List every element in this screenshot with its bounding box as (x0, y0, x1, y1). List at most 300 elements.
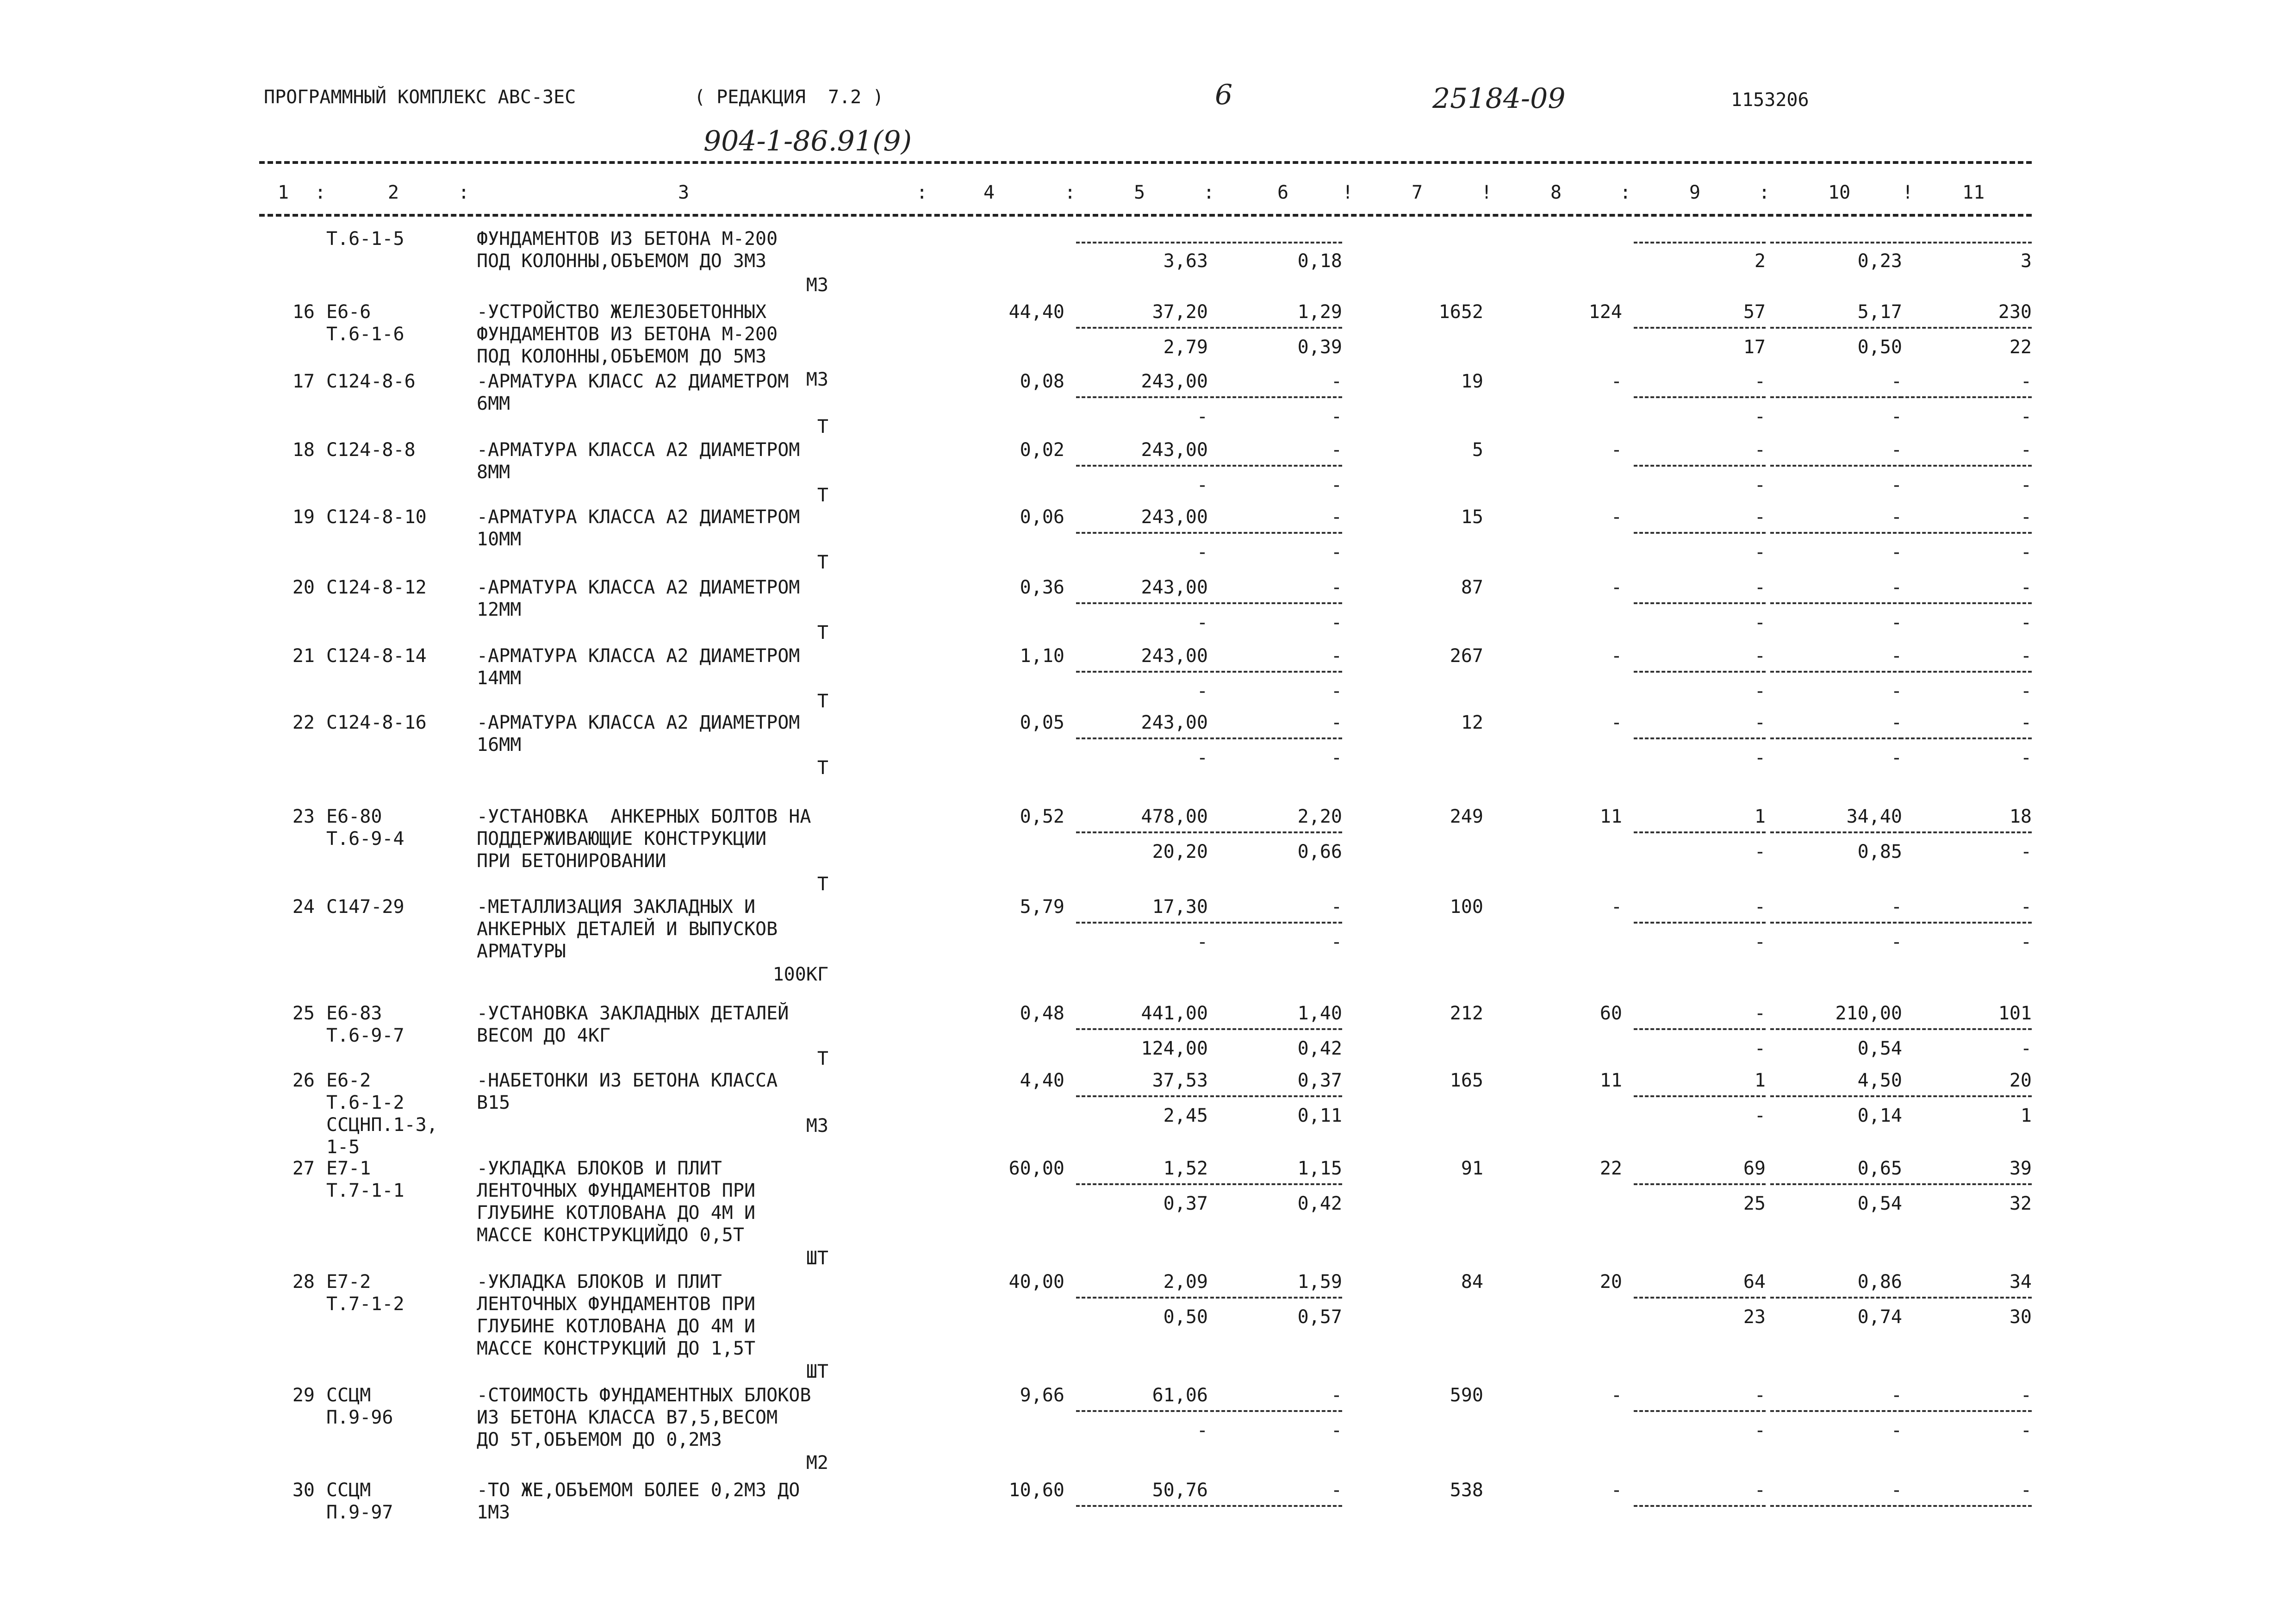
cell-c6: - (1331, 1385, 1342, 1406)
col-head-1: 1 (278, 182, 289, 203)
cell-c6b: 0,39 (1297, 337, 1342, 358)
cell-c9: - (1754, 371, 1766, 392)
cell-c5: 50,76 (1152, 1480, 1208, 1501)
col-sep: ! (1342, 182, 1354, 203)
cell-c9: - (1754, 896, 1766, 918)
cell-divider (1210, 1505, 1342, 1507)
cell-divider (1076, 242, 1208, 244)
cell-divider (1634, 602, 1766, 604)
cell-c10: - (1891, 577, 1902, 598)
cell-col11-sub: 3 (2020, 250, 2032, 272)
cell-c5b: - (1196, 1420, 1208, 1441)
cell-c10: - (1891, 506, 1902, 528)
cell-c11: 34 (2009, 1271, 2032, 1293)
cell-divider (1900, 1297, 2032, 1299)
cell-c9: - (1754, 506, 1766, 528)
cell-c10: 0,86 (1857, 1271, 1902, 1293)
cell-divider (1634, 396, 1766, 398)
cell-c10: 0,65 (1857, 1158, 1902, 1179)
cell-divider (1770, 465, 1902, 467)
cell-c4: 0,08 (1020, 371, 1064, 392)
document-code: 25184-09 (1432, 82, 1566, 115)
cell-c6: - (1331, 506, 1342, 528)
cell-col10-sub: 0,23 (1857, 250, 1902, 272)
cell-c11b: - (2020, 612, 2032, 633)
cell-c7: 212 (1450, 1003, 1483, 1024)
cell-divider (1634, 1297, 1766, 1299)
cell-c11b: - (2020, 1420, 2032, 1441)
item-description: 14ММ (477, 668, 522, 689)
cell-c8: - (1611, 645, 1622, 667)
cell-c4: 10,60 (1008, 1480, 1064, 1501)
cell-c4: 1,10 (1020, 645, 1064, 667)
cell-c6b: - (1331, 747, 1342, 768)
item-description: ПОД КОЛОННЫ,ОБЪЕМОМ ДО 3М3 (477, 250, 767, 272)
item-code: Т.6-1-6 (326, 324, 404, 345)
cell-c6b: 0,57 (1297, 1306, 1342, 1328)
cell-c10b: - (1891, 1420, 1902, 1441)
col-sep: ! (1902, 182, 1914, 203)
cell-c4: 40,00 (1008, 1271, 1064, 1293)
cell-c5b: 124,00 (1141, 1038, 1208, 1059)
item-code: Е6-2 (326, 1070, 371, 1091)
cell-c7: 100 (1450, 896, 1483, 918)
cell-c11b: - (2020, 406, 2032, 427)
cell-c10b: 0,50 (1857, 337, 1902, 358)
cell-c10: 34,40 (1846, 806, 1902, 827)
col-head-8: 8 (1550, 182, 1562, 203)
item-description: -НАБЕТОНКИ ИЗ БЕТОНА КЛАССА (477, 1070, 778, 1091)
cell-c9b: - (1754, 612, 1766, 633)
cell-c4: 0,05 (1020, 712, 1064, 733)
cell-c10: - (1891, 645, 1902, 667)
item-description: ВЕСОМ ДО 4КГ (477, 1025, 610, 1046)
item-description: -УСТАНОВКА АНКЕРНЫХ БОЛТОВ НА (477, 806, 811, 827)
col-head-9: 9 (1689, 182, 1701, 203)
cell-c5: 441,00 (1141, 1003, 1208, 1024)
cell-divider (1210, 1095, 1342, 1097)
col-sep: : (458, 182, 470, 203)
cell-c7: 87 (1461, 577, 1483, 598)
item-description: 12ММ (477, 599, 522, 620)
col-head-4: 4 (983, 182, 995, 203)
cell-c11b: - (2020, 542, 2032, 563)
row-number: 17 (292, 371, 315, 392)
cell-divider (1900, 1505, 2032, 1507)
cell-divider (1900, 465, 2032, 467)
item-description: -АРМАТУРА КЛАСС А2 ДИАМЕТРОМ (477, 371, 789, 392)
cell-c9b: - (1754, 931, 1766, 953)
item-description: -УСТРОЙСТВО ЖЕЛЕЗОБЕТОННЫХ (477, 301, 767, 323)
cell-divider (1210, 1028, 1342, 1030)
cell-c11b: 22 (2009, 337, 2032, 358)
cell-c5: 478,00 (1141, 806, 1208, 827)
cell-c9b: 25 (1743, 1193, 1766, 1214)
row-number: 24 (292, 896, 315, 918)
cell-c11: 20 (2009, 1070, 2032, 1091)
col-head-6: 6 (1277, 182, 1289, 203)
item-code: Т.6-1-5 (326, 228, 404, 250)
col-head-3: 3 (678, 182, 690, 203)
item-unit: Т (817, 485, 828, 506)
cell-c7: 12 (1461, 712, 1483, 733)
cell-c11: 39 (2009, 1158, 2032, 1179)
col-sep: : (916, 182, 928, 203)
cell-c11: - (2020, 712, 2032, 733)
cell-c5: 243,00 (1141, 712, 1208, 733)
item-description: 10ММ (477, 529, 522, 550)
row-number: 16 (292, 301, 315, 323)
cell-c11b: - (2020, 475, 2032, 496)
cell-c4: 60,00 (1008, 1158, 1064, 1179)
item-description: ФУНДАМЕНТОВ ИЗ БЕТОНА М-200 (477, 324, 778, 345)
item-code: Т.6-9-4 (326, 828, 404, 849)
cell-c9b: - (1754, 542, 1766, 563)
cell-col6-sub: 0,18 (1297, 250, 1342, 272)
cell-divider (1634, 922, 1766, 924)
cell-divider (1770, 831, 1902, 833)
cell-divider (1076, 1095, 1208, 1097)
cell-c10b: 0,54 (1857, 1038, 1902, 1059)
item-code: Т.7-1-1 (326, 1180, 404, 1201)
cell-c9b: - (1754, 1105, 1766, 1126)
row-number: 22 (292, 712, 315, 733)
cell-divider (1634, 327, 1766, 329)
cell-c9b: - (1754, 841, 1766, 862)
cell-c6: - (1331, 1480, 1342, 1501)
cell-c10: - (1891, 896, 1902, 918)
item-description: 1М3 (477, 1502, 510, 1523)
cell-divider (1634, 1505, 1766, 1507)
cell-c9b: 23 (1743, 1306, 1766, 1328)
item-code: С124-8-16 (326, 712, 427, 733)
item-code: ССЦМ (326, 1480, 371, 1501)
cell-divider (1900, 1183, 2032, 1185)
cell-divider (1770, 737, 1902, 739)
cell-c9: - (1754, 1480, 1766, 1501)
row-number: 25 (292, 1003, 315, 1024)
cell-c8: - (1611, 439, 1622, 461)
item-unit: М3 (806, 369, 828, 390)
cell-c10: 4,50 (1857, 1070, 1902, 1091)
cell-c5b: 0,50 (1163, 1306, 1208, 1328)
cell-divider (1634, 831, 1766, 833)
cell-c6: 1,40 (1297, 1003, 1342, 1024)
cell-divider (1634, 1183, 1766, 1185)
cell-divider (1076, 922, 1208, 924)
item-description: -АРМАТУРА КЛАССА А2 ДИАМЕТРОМ (477, 577, 800, 598)
cell-c6: 1,29 (1297, 301, 1342, 323)
cell-c10: - (1891, 439, 1902, 461)
cell-divider (1900, 922, 2032, 924)
item-description: АРМАТУРЫ (477, 941, 566, 962)
row-number: 23 (292, 806, 315, 827)
cell-c5b: - (1196, 681, 1208, 702)
cell-divider (1770, 327, 1902, 329)
cell-c11: - (2020, 371, 2032, 392)
cell-c6b: 0,11 (1297, 1105, 1342, 1126)
item-description: ГЛУБИНЕ КОТЛОВАНА ДО 4М И (477, 1202, 756, 1224)
cell-c9: 57 (1743, 301, 1766, 323)
cell-c11: - (2020, 1480, 2032, 1501)
cell-c8: - (1611, 1480, 1622, 1501)
row-number: 26 (292, 1070, 315, 1091)
item-description: ГЛУБИНЕ КОТЛОВАНА ДО 4М И (477, 1316, 756, 1337)
cell-c10b: - (1891, 931, 1902, 953)
cell-c9: 1 (1754, 1070, 1766, 1091)
item-description: ИЗ БЕТОНА КЛАССА В7,5,ВЕСОМ (477, 1407, 778, 1428)
cell-c6b: 0,42 (1297, 1038, 1342, 1059)
item-description: 16ММ (477, 734, 522, 756)
cell-divider (1770, 396, 1902, 398)
item-unit: М3 (806, 1115, 828, 1137)
cell-divider (1210, 1297, 1342, 1299)
cell-c7: 538 (1450, 1480, 1483, 1501)
item-description: -АРМАТУРА КЛАССА А2 ДИАМЕТРОМ (477, 439, 800, 461)
cell-c5: 243,00 (1141, 577, 1208, 598)
cell-c9: 69 (1743, 1158, 1766, 1179)
cell-c4: 5,79 (1020, 896, 1064, 918)
item-unit: Т (817, 622, 828, 643)
item-unit: Т (817, 552, 828, 573)
row-number: 18 (292, 439, 315, 461)
item-code: ССЦМ (326, 1385, 371, 1406)
cell-c5b: - (1196, 747, 1208, 768)
cell-divider (1076, 1028, 1208, 1030)
cell-c5: 243,00 (1141, 439, 1208, 461)
item-description: ДО 5Т,ОБЪЕМОМ ДО 0,2М3 (477, 1429, 722, 1450)
cell-divider (1210, 465, 1342, 467)
cell-c8: - (1611, 896, 1622, 918)
cell-divider (1770, 671, 1902, 673)
item-code: Т.6-9-7 (326, 1025, 404, 1046)
cell-divider (1076, 831, 1208, 833)
cell-c9b: - (1754, 747, 1766, 768)
cell-c4: 4,40 (1020, 1070, 1064, 1091)
edition-label: ( РЕДАКЦИЯ 7.2 ) (694, 87, 884, 108)
cell-c10b: - (1891, 612, 1902, 633)
cell-c4: 0,52 (1020, 806, 1064, 827)
cell-c11b: 30 (2009, 1306, 2032, 1328)
item-description: ЛЕНТОЧНЫХ ФУНДАМЕНТОВ ПРИ (477, 1293, 756, 1315)
cell-divider (1634, 1095, 1766, 1097)
item-code: ССЦНП.1-3, (326, 1114, 438, 1136)
cell-divider (1210, 396, 1342, 398)
item-description: -АРМАТУРА КЛАССА А2 ДИАМЕТРОМ (477, 506, 800, 528)
cell-c5b: - (1196, 612, 1208, 633)
cell-divider (1770, 922, 1902, 924)
item-code: Т.6-1-2 (326, 1092, 404, 1113)
col-head-11: 11 (1962, 182, 1985, 203)
cell-c7: 165 (1450, 1070, 1483, 1091)
cell-c8: 124 (1588, 301, 1622, 323)
cell-col5-sub: 3,63 (1163, 250, 1208, 272)
cell-c10: - (1891, 371, 1902, 392)
item-code: С124-8-8 (326, 439, 416, 461)
cell-c8: - (1611, 506, 1622, 528)
item-description: 8ММ (477, 462, 510, 483)
item-description: -МЕТАЛЛИЗАЦИЯ ЗАКЛАДНЫХ И (477, 896, 756, 918)
program-name: ПРОГРАММНЫЙ КОМПЛЕКС АВС-3ЕС (264, 87, 576, 108)
cell-c6: - (1331, 371, 1342, 392)
cell-divider (1634, 242, 1766, 244)
col-head-7: 7 (1412, 182, 1423, 203)
cell-c5b: - (1196, 475, 1208, 496)
cell-c6: 1,15 (1297, 1158, 1342, 1179)
cell-c11: - (2020, 506, 2032, 528)
cell-divider (1210, 671, 1342, 673)
cell-c10: - (1891, 712, 1902, 733)
cell-c10b: - (1891, 406, 1902, 427)
cell-divider (1770, 242, 1902, 244)
item-description: ЛЕНТОЧНЫХ ФУНДАМЕНТОВ ПРИ (477, 1180, 756, 1201)
cell-c10b: - (1891, 681, 1902, 702)
cell-divider (1210, 922, 1342, 924)
cell-c9: - (1754, 645, 1766, 667)
row-number: 29 (292, 1385, 315, 1406)
cell-c7: 5 (1472, 439, 1483, 461)
cell-divider (1900, 1410, 2032, 1412)
item-description: МАССЕ КОНСТРУКЦИЙДО 0,5Т (477, 1224, 744, 1246)
cell-c11b: - (2020, 931, 2032, 953)
cell-c6: 2,20 (1297, 806, 1342, 827)
cell-c9: - (1754, 1003, 1766, 1024)
cell-c10b: 0,85 (1857, 841, 1902, 862)
cell-divider (1076, 465, 1208, 467)
cell-c5b: - (1196, 542, 1208, 563)
cell-divider (1770, 1297, 1902, 1299)
cell-c6: 0,37 (1297, 1070, 1342, 1091)
row-number: 21 (292, 645, 315, 667)
cell-c8: 20 (1599, 1271, 1622, 1293)
cell-c5: 17,30 (1152, 896, 1208, 918)
cell-c6b: - (1331, 406, 1342, 427)
cell-divider (1900, 737, 2032, 739)
cell-divider (1210, 1410, 1342, 1412)
cell-c6b: 0,42 (1297, 1193, 1342, 1214)
cell-c4: 44,40 (1008, 301, 1064, 323)
cell-c10b: - (1891, 747, 1902, 768)
cell-divider (1076, 1410, 1208, 1412)
cell-divider (1210, 532, 1342, 534)
cell-c4: 0,48 (1020, 1003, 1064, 1024)
cell-c5: 243,00 (1141, 371, 1208, 392)
cell-c8: 11 (1599, 806, 1622, 827)
cell-divider (1770, 1410, 1902, 1412)
item-description: -УСТАНОВКА ЗАКЛАДНЫХ ДЕТАЛЕЙ (477, 1003, 789, 1024)
cell-c6b: - (1331, 542, 1342, 563)
cell-divider (1770, 1095, 1902, 1097)
item-unit: ШТ (806, 1361, 828, 1382)
item-code: Е7-2 (326, 1271, 371, 1293)
cell-divider (1900, 831, 2032, 833)
item-description: ПРИ БЕТОНИРОВАНИИ (477, 850, 666, 872)
cell-c5b: - (1196, 406, 1208, 427)
cell-c11: - (2020, 645, 2032, 667)
cell-c11: 101 (1998, 1003, 2032, 1024)
cell-c4: 9,66 (1020, 1385, 1064, 1406)
cell-c11: - (2020, 439, 2032, 461)
item-code: С124-8-6 (326, 371, 416, 392)
cell-divider (1900, 602, 2032, 604)
col-sep: : (1759, 182, 1770, 203)
cell-c6: - (1331, 439, 1342, 461)
cell-divider (1076, 737, 1208, 739)
cell-c9b: - (1754, 475, 1766, 496)
cell-c5: 2,09 (1163, 1271, 1208, 1293)
item-code: 1-5 (326, 1137, 360, 1158)
item-code: Е6-80 (326, 806, 382, 827)
cell-divider (1210, 602, 1342, 604)
cell-c9: 1 (1754, 806, 1766, 827)
project-code: 904-1-86.91(9) (703, 125, 912, 157)
item-code: С124-8-12 (326, 577, 427, 598)
cell-divider (1634, 737, 1766, 739)
cell-c11b: - (2020, 841, 2032, 862)
cell-c5b: - (1196, 931, 1208, 953)
cell-c11: 230 (1998, 301, 2032, 323)
document-number: 1153206 (1731, 89, 1809, 111)
cell-divider (1900, 1028, 2032, 1030)
item-description: ПОДДЕРЖИВАЮЩИЕ КОНСТРУКЦИИ (477, 828, 767, 849)
cell-c9: - (1754, 577, 1766, 598)
cell-c11b: - (2020, 747, 2032, 768)
cell-c9b: - (1754, 406, 1766, 427)
cell-c11: - (2020, 1385, 2032, 1406)
item-code: С124-8-10 (326, 506, 427, 528)
cell-c10: - (1891, 1480, 1902, 1501)
cell-c9b: 17 (1743, 337, 1766, 358)
cell-c6: - (1331, 645, 1342, 667)
cell-c7: 1652 (1438, 301, 1483, 323)
cell-c11b: - (2020, 1038, 2032, 1059)
cell-c10: 5,17 (1857, 301, 1902, 323)
item-code: Е6-6 (326, 301, 371, 323)
cell-c6b: - (1331, 1420, 1342, 1441)
cell-c9b: - (1754, 681, 1766, 702)
cell-c11: 18 (2009, 806, 2032, 827)
item-description: -СТОИМОСТЬ ФУНДАМЕНТНЫХ БЛОКОВ (477, 1385, 811, 1406)
cell-c7: 91 (1461, 1158, 1483, 1179)
cell-c7: 267 (1450, 645, 1483, 667)
col-sep: : (1064, 182, 1076, 203)
cell-c10b: 0,14 (1857, 1105, 1902, 1126)
item-unit: Т (817, 416, 828, 437)
row-number: 20 (292, 577, 315, 598)
cell-divider (1634, 532, 1766, 534)
cell-c5: 243,00 (1141, 506, 1208, 528)
cell-c10: - (1891, 1385, 1902, 1406)
cell-c10b: 0,54 (1857, 1193, 1902, 1214)
cell-c11b: 1 (2020, 1105, 2032, 1126)
cell-divider (1900, 327, 2032, 329)
cell-c6b: - (1331, 681, 1342, 702)
item-unit: Т (817, 1048, 828, 1069)
cell-divider (1900, 1095, 2032, 1097)
item-unit: ШТ (806, 1248, 828, 1269)
cell-divider (1076, 1297, 1208, 1299)
cell-c6b: 0,66 (1297, 841, 1342, 862)
cell-divider (1076, 602, 1208, 604)
cell-c10b: - (1891, 542, 1902, 563)
cell-c6b: - (1331, 931, 1342, 953)
cell-divider (1210, 242, 1342, 244)
cell-c7: 15 (1461, 506, 1483, 528)
cell-divider (1900, 532, 2032, 534)
cell-c10b: - (1891, 475, 1902, 496)
cell-c5b: 2,45 (1163, 1105, 1208, 1126)
cell-c6: - (1331, 577, 1342, 598)
